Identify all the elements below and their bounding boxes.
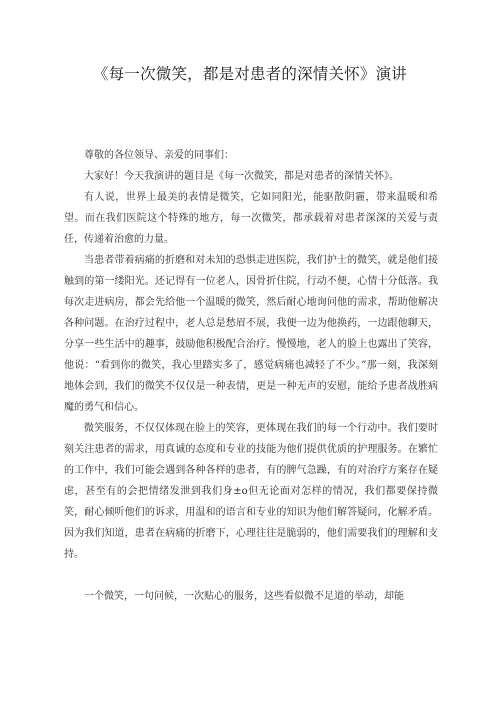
paragraph-greeting: 大家好！今天我演讲的题目是《每一次微笑，都是对患者的深情关怀》。	[84, 171, 399, 182]
paragraph-elderly-patient-story: 当患者带着病痛的折磨和对未知的恐惧走进医院，我们护士的微笑，就是他们接触到的第一缕阳光。还记得有一位老人，因骨折住院，行动不便，心情十分低落。我每次走进病房，都会先给他一个温暖的微笑，然后耐心地询问他的需求，帮助他解决各种问题。在治疗过程中，老人总是愁眉不展，我便一边为他换药，一边跟他聊天，分享一些生活中的趣事，鼓励他积极配合治疗。慢慢地，老人的脸上也露出了笑容，他说：“看到你的微笑，我心里踏实多了，感觉病痛也减轻了不少。”那一刻，我深刻地体会到，我们的微笑不仅仅是一种表情，更是一种无声的安慰，能给予患者战胜病魔的勇气和信心。	[64, 255, 438, 413]
paragraph-trailing: 一个微笑，一句问候，一次贴心的服务，这些看似微不足道的举动，却能	[84, 591, 404, 602]
paragraph-smile-service: 微笑服务，不仅仅体现在脸上的笑容，更体现在我们的每一个行动中。我们要时刻关注患者的需求，用真诚的态度和专业的技能为他们提供优质的护理服务。在繁忙的工作中，我们可能会遇到各种各样的患者，有的脾气急躁，有的对治疗方案存在疑虑，甚至有的会把情绪发泄到我们身±o但无论面对怎样的情况，我们都要保持微笑，耐心倾听他们的诉求，用温和的语言和专业的知识为他们解答疑问，化解矛盾。因为我们知道，患者在病痛的折磨下，心理往往是脆弱的，他们需要我们的理解和支持。	[64, 423, 438, 560]
salutation: 尊敬的各位领导、亲爱的同事们：	[84, 150, 234, 161]
document-body	[64, 145, 438, 607]
document-title: 《每一次微笑，都是对患者的深情关怀》演讲	[92, 65, 407, 83]
paragraph-spacer	[64, 565, 438, 586]
paragraph-smile-sunshine: 有人说，世界上最美的表情是微笑，它如同阳光，能驱散阴霾，带来温暖和希望。而在我们医院这个特殊的地方，每一次微笑，都承载着对患者深深的关爱与责任，传递着治愈的力量。	[64, 192, 438, 245]
